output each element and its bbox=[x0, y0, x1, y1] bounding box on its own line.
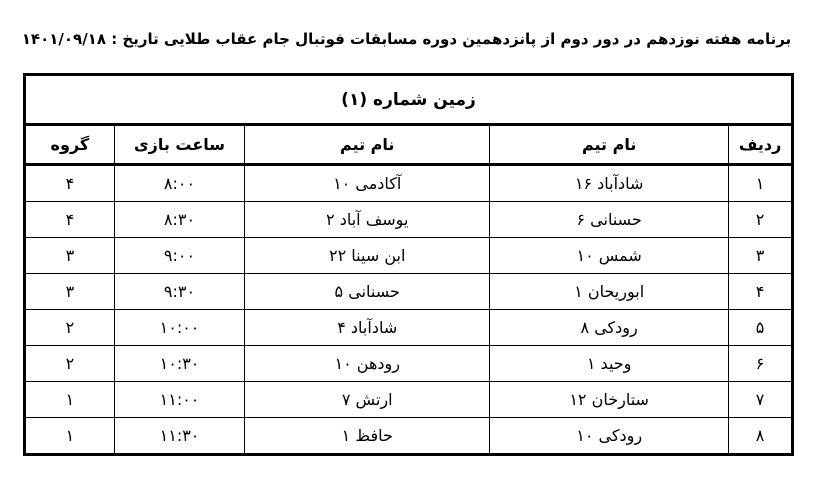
cell-group: ۳ bbox=[25, 238, 115, 274]
cell-rank: ۶ bbox=[729, 346, 793, 382]
cell-team2: حافظ ۱ bbox=[245, 418, 490, 455]
cell-team2: شادآباد ۴ bbox=[245, 310, 490, 346]
table-row bbox=[25, 418, 793, 455]
cell-time: ۱۰:۰۰ bbox=[114, 310, 245, 346]
cell-rank: ۱ bbox=[729, 165, 793, 202]
cell-time: ۱۱:۰۰ bbox=[114, 382, 245, 418]
cell-time: ۱۱:۳۰ bbox=[114, 418, 245, 455]
header-group: گروه bbox=[25, 125, 115, 165]
cell-time: ۱۰:۳۰ bbox=[114, 346, 245, 382]
cell-team2: حسنانی ۵ bbox=[245, 274, 490, 310]
cell-rank: ۷ bbox=[729, 382, 793, 418]
cell-team2: رودهن ۱۰ bbox=[245, 346, 490, 382]
table-row bbox=[25, 274, 793, 310]
cell-rank: ۲ bbox=[729, 202, 793, 238]
cell-group: ۱ bbox=[25, 382, 115, 418]
cell-time: ۸:۳۰ bbox=[114, 202, 245, 238]
header-row bbox=[25, 125, 793, 165]
cell-rank: ۵ bbox=[729, 310, 793, 346]
table-row bbox=[25, 165, 793, 202]
cell-rank: ۳ bbox=[729, 238, 793, 274]
table-row bbox=[25, 346, 793, 382]
cell-team2: ارتش ۷ bbox=[245, 382, 490, 418]
cell-team1: شادآباد ۱۶ bbox=[490, 165, 729, 202]
cell-time: ۸:۰۰ bbox=[114, 165, 245, 202]
cell-team2: ابن سینا ۲۲ bbox=[245, 238, 490, 274]
cell-group: ۲ bbox=[25, 346, 115, 382]
header-time: ساعت بازی bbox=[114, 125, 245, 165]
cell-group: ۲ bbox=[25, 310, 115, 346]
cell-team1: شمس ۱۰ bbox=[490, 238, 729, 274]
document-title: برنامه هفته نوزدهم در دور دوم از پانزدهمین دوره مسابقات فوتبال جام عقاب طلایی تاریخ : ۱۴۰۱/۰۹/۱۸ bbox=[21, 30, 792, 48]
cell-time: ۹:۰۰ bbox=[114, 238, 245, 274]
cell-group: ۴ bbox=[25, 202, 115, 238]
table-row bbox=[25, 382, 793, 418]
cell-team1: حسنانی ۶ bbox=[490, 202, 729, 238]
cell-group: ۱ bbox=[25, 418, 115, 455]
cell-team1: ابوریحان ۱ bbox=[490, 274, 729, 310]
cell-team1: رودکی ۸ bbox=[490, 310, 729, 346]
header-rank: ردیف bbox=[729, 125, 793, 165]
cell-rank: ۸ bbox=[729, 418, 793, 455]
header-team2: نام تیم bbox=[245, 125, 490, 165]
table-row bbox=[25, 310, 793, 346]
header-team1: نام تیم bbox=[490, 125, 729, 165]
ground-title: زمین شماره (۱) bbox=[25, 75, 793, 125]
cell-team2: یوسف آباد ۲ bbox=[245, 202, 490, 238]
cell-group: ۳ bbox=[25, 274, 115, 310]
cell-group: ۴ bbox=[25, 165, 115, 202]
cell-team1: ستارخان ۱۲ bbox=[490, 382, 729, 418]
cell-team1: رودکی ۱۰ bbox=[490, 418, 729, 455]
ground-title-row bbox=[25, 75, 793, 125]
cell-time: ۹:۳۰ bbox=[114, 274, 245, 310]
cell-rank: ۴ bbox=[729, 274, 793, 310]
match-schedule-table bbox=[23, 73, 794, 456]
table-row bbox=[25, 202, 793, 238]
table-row bbox=[25, 238, 793, 274]
cell-team1: وحید ۱ bbox=[490, 346, 729, 382]
cell-team2: آکادمی ۱۰ bbox=[245, 165, 490, 202]
